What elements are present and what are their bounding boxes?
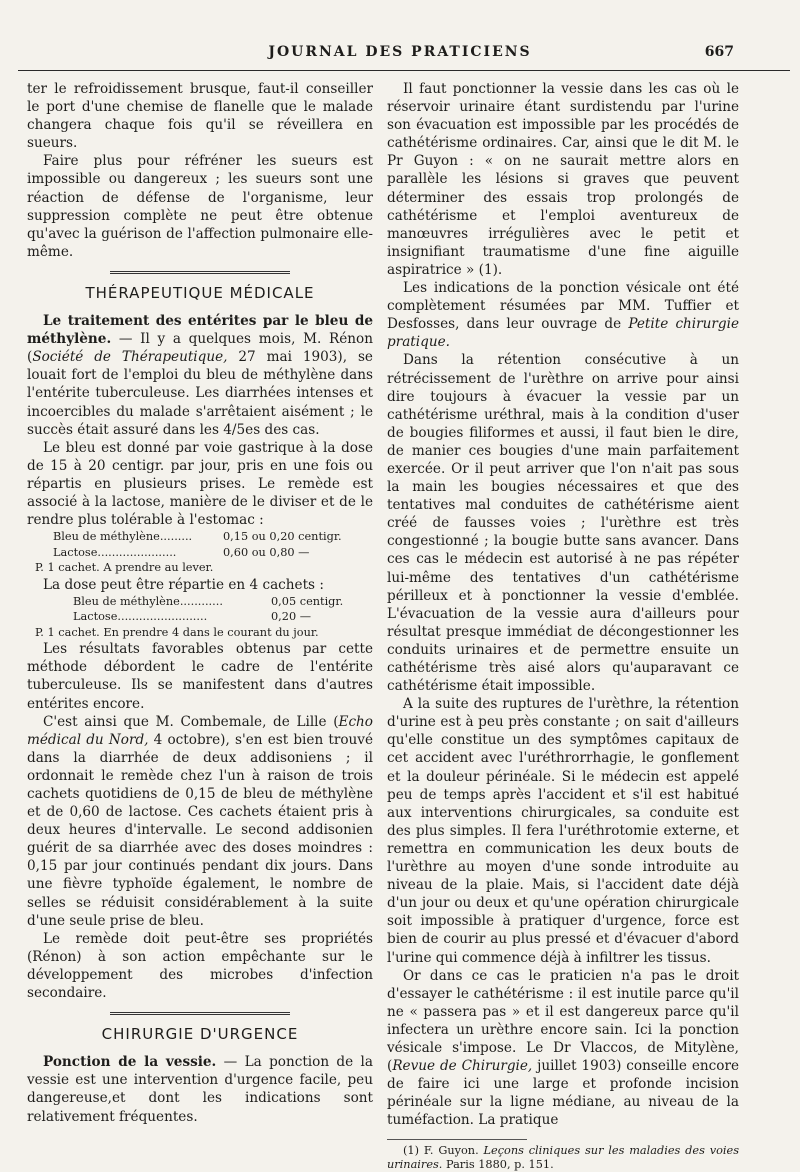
text-run: 4 octobre), s'en est bien trouvé dans la diarrhée de deux addisoniens ; il ordonnait le remède chez l'un à raison de trois cachets quotidiens de 0,15 de bleu de méthylène et de 0,60 de lactose. Ces cachets étaient pris à deux heures d'intervalle. Le second addisonien guérit de sa diarrhée avec des doses moindres : 0,15 par jour continués pendant dix jours. Dans une fièvre typhoïde également, le nombre de selles se réduisit considérablement à la suite d'une seule prise de bleu.	[27, 731, 374, 929]
paragraph: La dose peut être répartie en 4 cachets :	[43, 576, 324, 593]
ingredient-dose: 0,15 ou 0,20 centigr.	[223, 530, 342, 544]
formula-row	[73, 609, 373, 625]
citation: Leçons cliniques sur les maladies des voies urinaires.	[387, 1144, 739, 1172]
right-column	[387, 80, 739, 1172]
left-column	[27, 80, 373, 1126]
formula-row	[73, 594, 373, 610]
ingredient-dose: 0,05 centigr.	[271, 594, 344, 608]
text-run: — Il y a quelques mois, M. Rénon (	[27, 331, 373, 366]
text-run: — La ponction de la vessie est une intervention d'urgence facile, peu dangereuse,et dont les indications sont relativement fréquentes.	[27, 1054, 373, 1125]
prescription-formula	[27, 529, 373, 560]
section-divider	[110, 271, 290, 276]
paragraph: Il faut ponctionner la vessie dans les cas où le réservoir urinaire étant surdistendu par l'urine son évacuation est impossible par les procédés de cathétérisme ordinaires. Car, ainsi que le dit M. le Pr Guyon : « on ne saurait mettre alors en parallèle les lésions si graves que peuvent déterminer des essais trop prolongés de cathétérisme et l'emploi aventureux de manœuvres irrégulières avec le petit et insignifiant traumatisme d'une fine aiguille aspiratrice » (1).	[387, 81, 739, 278]
formula-note: P. 1 cachet. En prendre 4 dans le courant du jour.	[35, 625, 319, 639]
running-title: JOURNAL DES PRATICIENS	[268, 44, 532, 60]
article-intro	[27, 312, 373, 439]
paragraph: Le bleu est donné par voie gastrique à la dose de 15 à 20 centigr. par jour, pris en une fois ou répartis en plusieurs prises. Le remède est associé à la lactose, manière de le diviser et de le rendre plus tolérable à l'estomac :	[27, 439, 373, 529]
paragraph	[387, 279, 739, 351]
paragraph: ter le refroidissement brusque, faut-il conseiller le port d'une chemise de flanelle que le malade changera chaque fois qu'il se réveillera en sueurs.	[27, 81, 373, 152]
prescription-formula	[27, 594, 373, 625]
page-header	[0, 44, 800, 70]
text-run: Les indications de la ponction vésicale ont été complètement résumées par MM. Tuffier et Desfosses, dans leur ouvrage de	[387, 280, 739, 333]
citation: Petite chirurgie pratique.	[387, 316, 740, 351]
section-title-therapeutique: THÉRAPEUTIQUE MÉDICALE	[85, 283, 315, 302]
paragraph	[27, 713, 373, 930]
ingredient-name: Lactose......................	[53, 545, 177, 559]
text-run: juillet 1903) conseille encore de faire ici une large et profonde incision périnéale sur la ligne médiane, au niveau de la tuméfaction. La pratique	[387, 1058, 739, 1129]
footnote	[387, 1144, 739, 1172]
article-intro	[27, 1053, 373, 1125]
formula-note: P. 1 cachet. A prendre au lever.	[35, 561, 214, 575]
paragraph: A la suite des ruptures de l'urèthre, la rétention d'urine est à peu près constante ; on sait d'ailleurs qu'elle constitue un des symptômes capitaux de cet accident avec l'uréthrorrhagie, le gonflement et la douleur périnéale. Si le médecin est appelé peu de temps après l'accident et s'il est habitué aux interventions chirurgicales, sa conduite est des plus simples. Il fera l'uréthrotomie externe, et remettra en communication les deux bouts de l'urèthre au moyen d'une sonde introduite au niveau de la plaie. Mais, si l'accident date déjà d'un jour ou deux et qu'une opération chirurgicale soit impossible à pratiquer d'urgence, force est bien de courir au plus pressé et d'évacuer d'abord l'urine qui commence déjà à infiltrer les tissus.	[387, 696, 739, 966]
ingredient-name: Lactose.........................	[73, 610, 208, 624]
paragraph: Le remède doit peut-être ses propriétés (Rénon) à son action empêchante sur le développement des microbes d'infection secondaire.	[27, 930, 373, 1002]
citation: Revue de Chirurgie,	[392, 1058, 533, 1075]
ingredient-dose: 0,60 ou 0,80 —	[223, 545, 310, 559]
ingredient-name: Bleu de méthylène............	[73, 594, 223, 608]
paragraph: Dans la rétention consécutive à un rétrécissement de l'urèthre on arrive pour ainsi dire toujours à évacuer la vessie par un cathétérisme uréthral, mais à la condition d'user de bougies filiformes et aussi, il faut bien le dire, de manier ces bougies d'une main parfaitement exercée. Or il peut arriver que l'on n'ait pas sous la main les bougies nécessaires et que des tentatives mal conduites de cathétérisme aient créé de fausses voies ; l'urèthre est très congestionné ; la bougie butte sans avancer. Dans ces cas le médecin est autorisé à ne pas répéter lui-même des tentatives d'un cathétérisme périlleux et à ponctionner la vessie d'emblée. L'évacuation de la vessie aura d'ailleurs pour résultat presque immédiat de décongestionner les conduits urinaires et de permettre ensuite un cathétérisme très aisé alors qu'auparavant ce cathétérisme était impossible.	[387, 352, 739, 695]
formula-row	[53, 545, 373, 561]
article-title-ponction: Ponction de la vessie.	[43, 1054, 217, 1071]
text-run: (1) F. Guyon.	[403, 1144, 484, 1158]
page-number: 667	[704, 44, 734, 60]
citation: Société de Thérapeutique,	[32, 349, 228, 366]
paragraph: Faire plus pour réfréner les sueurs est impossible ou dangereux ; les sueurs sont une réaction de défense de l'organisme, leur suppression complète ne peut être obtenue qu'avec la guérison de l'affection pulmonaire elle-même.	[27, 153, 373, 260]
formula-row	[53, 529, 373, 545]
paragraph: Les résultats favorables obtenus par cette méthode débordent le cadre de l'entérite tuberculeuse. Ils se manifestent dans d'autres entérites encore.	[27, 641, 373, 712]
section-divider	[110, 1012, 290, 1017]
article-title-enterites: Le traitement des entérites par le bleu de méthylène.	[27, 313, 373, 348]
header-rule	[18, 70, 790, 71]
citation: Echo médical du Nord,	[27, 713, 373, 748]
ingredient-dose: 0,20 —	[271, 610, 312, 624]
footnote-rule	[387, 1139, 527, 1140]
ingredient-name: Bleu de méthylène.........	[53, 530, 193, 544]
text-run: C'est ainsi que M. Combemale, de Lille (	[43, 713, 339, 730]
text-run: 27 mai 1903), se louait fort de l'emploi du bleu de méthylène dans l'entérite tuberculeuse. Les diarrhées intenses et incoercibles du malade s'arrêtaient aisément ; le succès était assuré dans les 4/5es des cas.	[27, 349, 373, 438]
text-run: Or dans ce cas le praticien n'a pas le droit d'essayer le cathétérisme : il est inutile parce qu'il ne « passera pas » et il est dangereux parce qu'il infectera un urèthre encore sain. Ici la ponction vésicale s'impose. Le Dr Vlaccos, de Mitylène,(	[387, 967, 739, 1075]
section-title-chirurgie: CHIRURGIE D'URGENCE	[101, 1025, 299, 1044]
text-run: Paris 1880, p. 151.	[442, 1158, 554, 1172]
paragraph	[387, 967, 739, 1130]
